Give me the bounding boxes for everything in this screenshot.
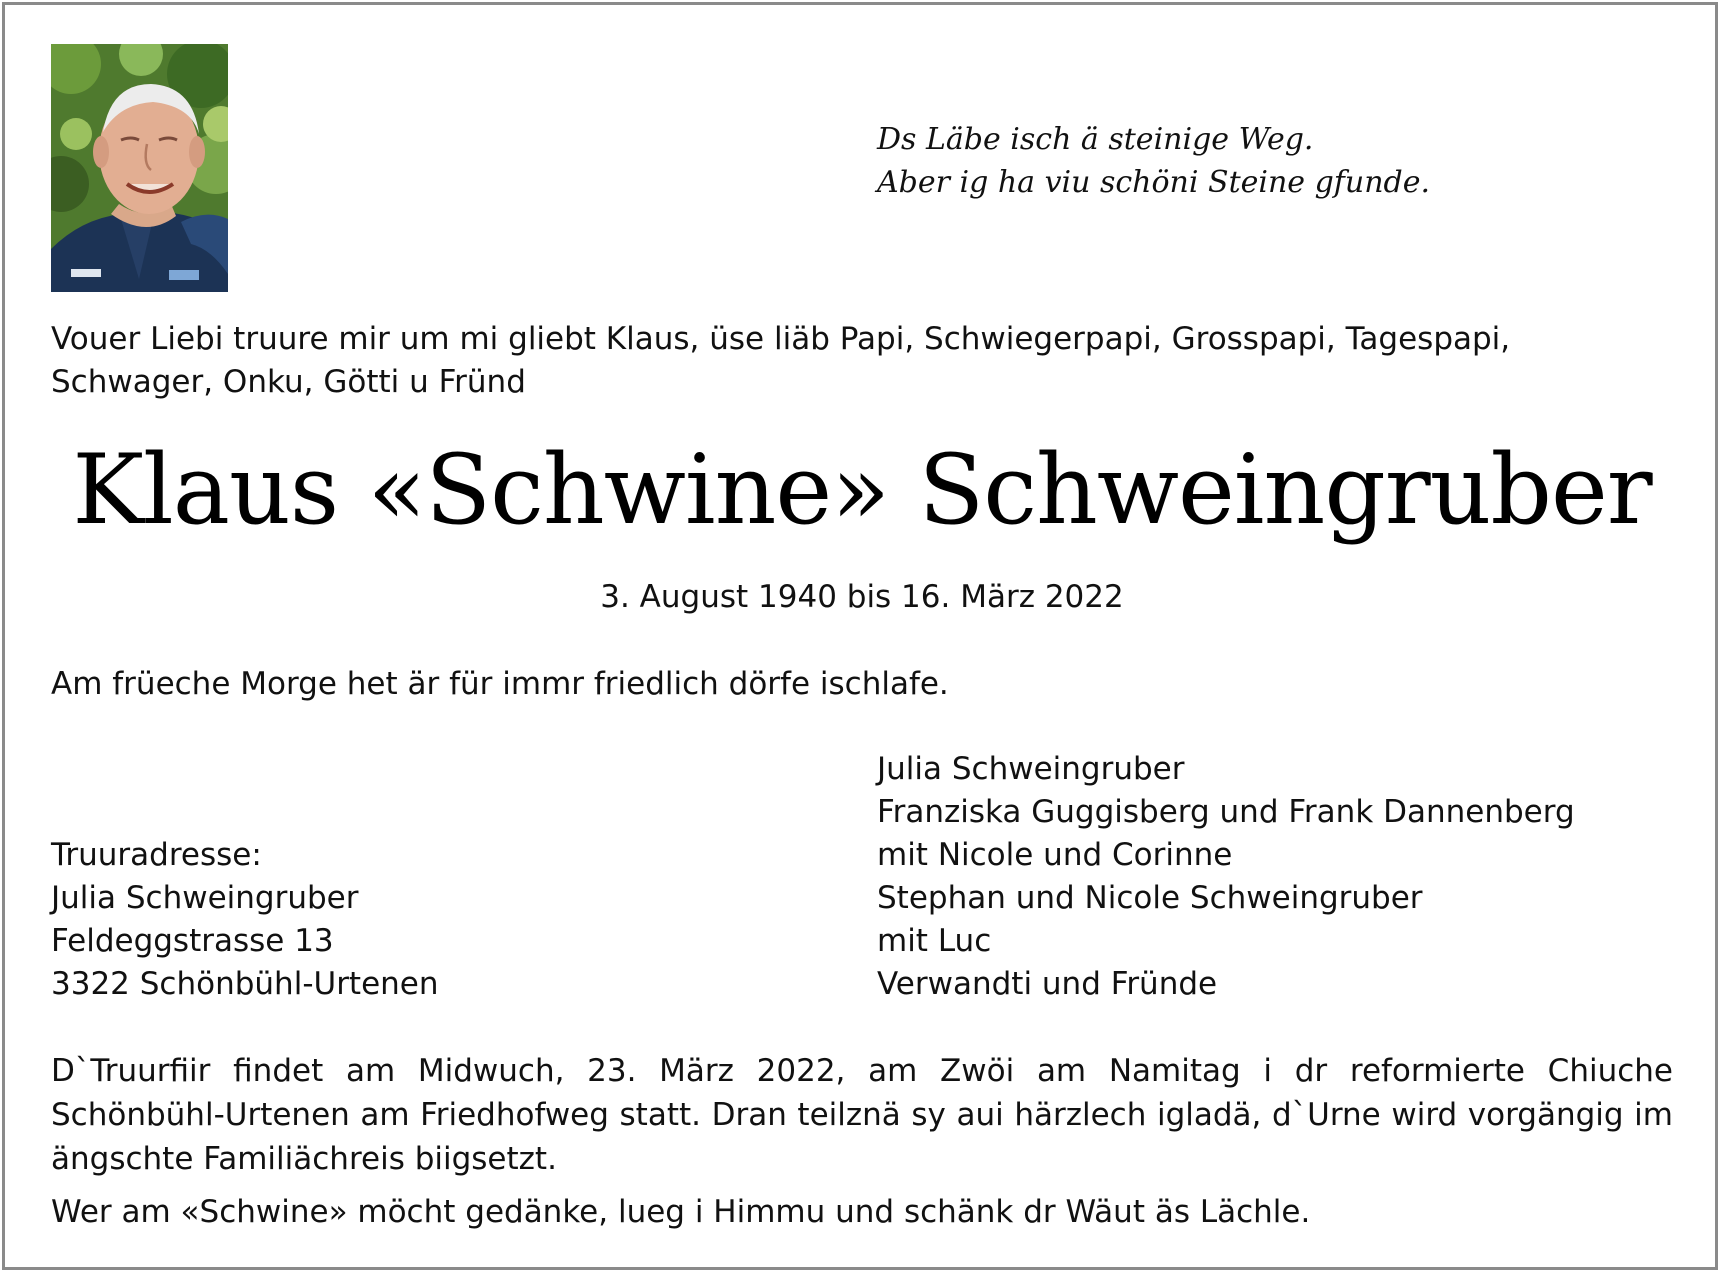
deceased-name-heading: Klaus «Schwine» Schweingruber bbox=[72, 434, 1652, 546]
address-city: 3322 Schönbühl-Urtenen bbox=[51, 966, 439, 1002]
motto-quote bbox=[877, 118, 1430, 204]
life-dates: 3. August 1940 bis 16. März 2022 bbox=[600, 579, 1124, 615]
passing-statement: Am früeche Morge het är für immr friedlich dörfe ischlafe. bbox=[51, 666, 949, 702]
mourner-line: mit Luc bbox=[877, 923, 992, 959]
mourners-list bbox=[877, 748, 1575, 1006]
mourner-line: mit Nicole und Corinne bbox=[877, 837, 1233, 873]
mourner-line: Verwandti und Fründe bbox=[877, 966, 1218, 1002]
address-street: Feldeggstrasse 13 bbox=[51, 923, 334, 959]
mourning-address bbox=[51, 834, 439, 1006]
address-name: Julia Schweingruber bbox=[51, 880, 359, 916]
intro-paragraph: Vouer Liebi truure mir um mi gliebt Klaus, üse liäb Papi, Schwiegerpapi, Grosspapi, Tagespapi, Schwager, Onku, Götti u Fründ bbox=[51, 321, 1511, 400]
closing-line: Wer am «Schwine» möcht gedänke, lueg i Himmu und schänk dr Wäut äs Lächle. bbox=[51, 1194, 1311, 1230]
mourner-line: Julia Schweingruber bbox=[877, 751, 1185, 787]
quote-line: Ds Läbe isch ä steinige Weg. bbox=[877, 122, 1314, 157]
quote-line: Aber ig ha viu schöni Steine gfunde. bbox=[877, 165, 1431, 200]
portrait-photo bbox=[51, 44, 228, 292]
mourner-line: Franziska Guggisberg und Frank Dannenberg bbox=[877, 794, 1575, 830]
funeral-service-notice: D`Truurfiir findet am Midwuch, 23. März 2022, am Zwöi am Namitag i dr reformierte Chiuche Schönbühl-Urtenen am Friedhofweg statt. Dran teilznä sy aui härzlech igladä, d`Urne wird vorgängig im ängschte Familiächreis biigsetzt. bbox=[51, 1053, 1673, 1177]
mourner-line: Stephan und Nicole Schweingruber bbox=[877, 880, 1423, 916]
address-label: Truuradresse: bbox=[51, 837, 262, 873]
